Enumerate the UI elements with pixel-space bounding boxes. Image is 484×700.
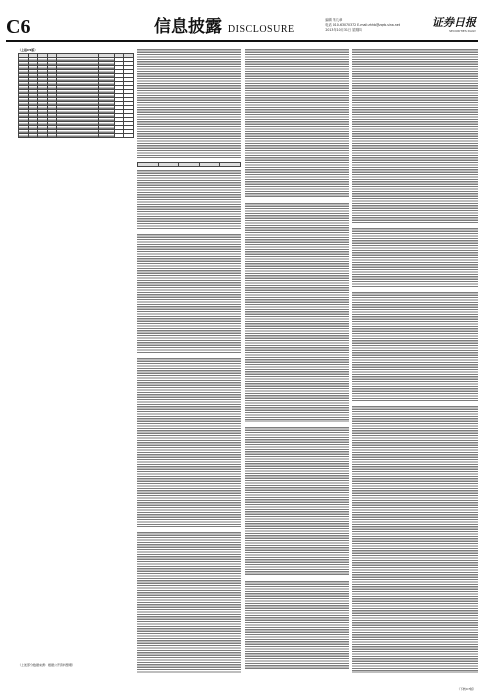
page-number: C6 (6, 16, 31, 38)
masthead-meta (325, 18, 400, 33)
editor-line: 编辑 朱几章 (325, 18, 343, 22)
table-row (19, 134, 134, 138)
column-3 (245, 48, 349, 673)
text-block (137, 357, 241, 527)
continuation-caption: （上接C5版） (18, 48, 38, 52)
section-title-cn: 信息披露 (154, 17, 222, 37)
text-block (137, 169, 241, 229)
page-header (6, 14, 478, 42)
text-block (245, 580, 349, 670)
column-1 (18, 48, 134, 660)
data-table (137, 162, 241, 167)
section-title-en: DISCLOSURE (227, 24, 295, 35)
text-block (245, 202, 349, 422)
newspaper-logo-sub: SECURITIES DAILY (449, 29, 476, 33)
contact-line: 电话 010-63070372 E-mail:zhhb@zqrb.sina.net (325, 23, 400, 27)
text-block (245, 48, 349, 198)
text-block (245, 426, 349, 576)
text-block (352, 227, 478, 287)
continued-note: （下转C7版） (456, 687, 476, 691)
holdings-table (18, 53, 134, 138)
newspaper-logo: 证券日报 (432, 16, 476, 29)
date-line: 2013年10月31日 星期四 (325, 28, 362, 32)
column-2 (137, 48, 241, 673)
text-block (352, 48, 478, 223)
column-4 (352, 48, 478, 673)
text-block (137, 531, 241, 673)
text-block (137, 48, 241, 158)
text-block (352, 405, 478, 673)
footer-note: （上述部分数据来源：根据公开资料整理） (18, 663, 76, 667)
text-block (352, 291, 478, 401)
text-block (137, 233, 241, 353)
section-title (154, 14, 295, 43)
